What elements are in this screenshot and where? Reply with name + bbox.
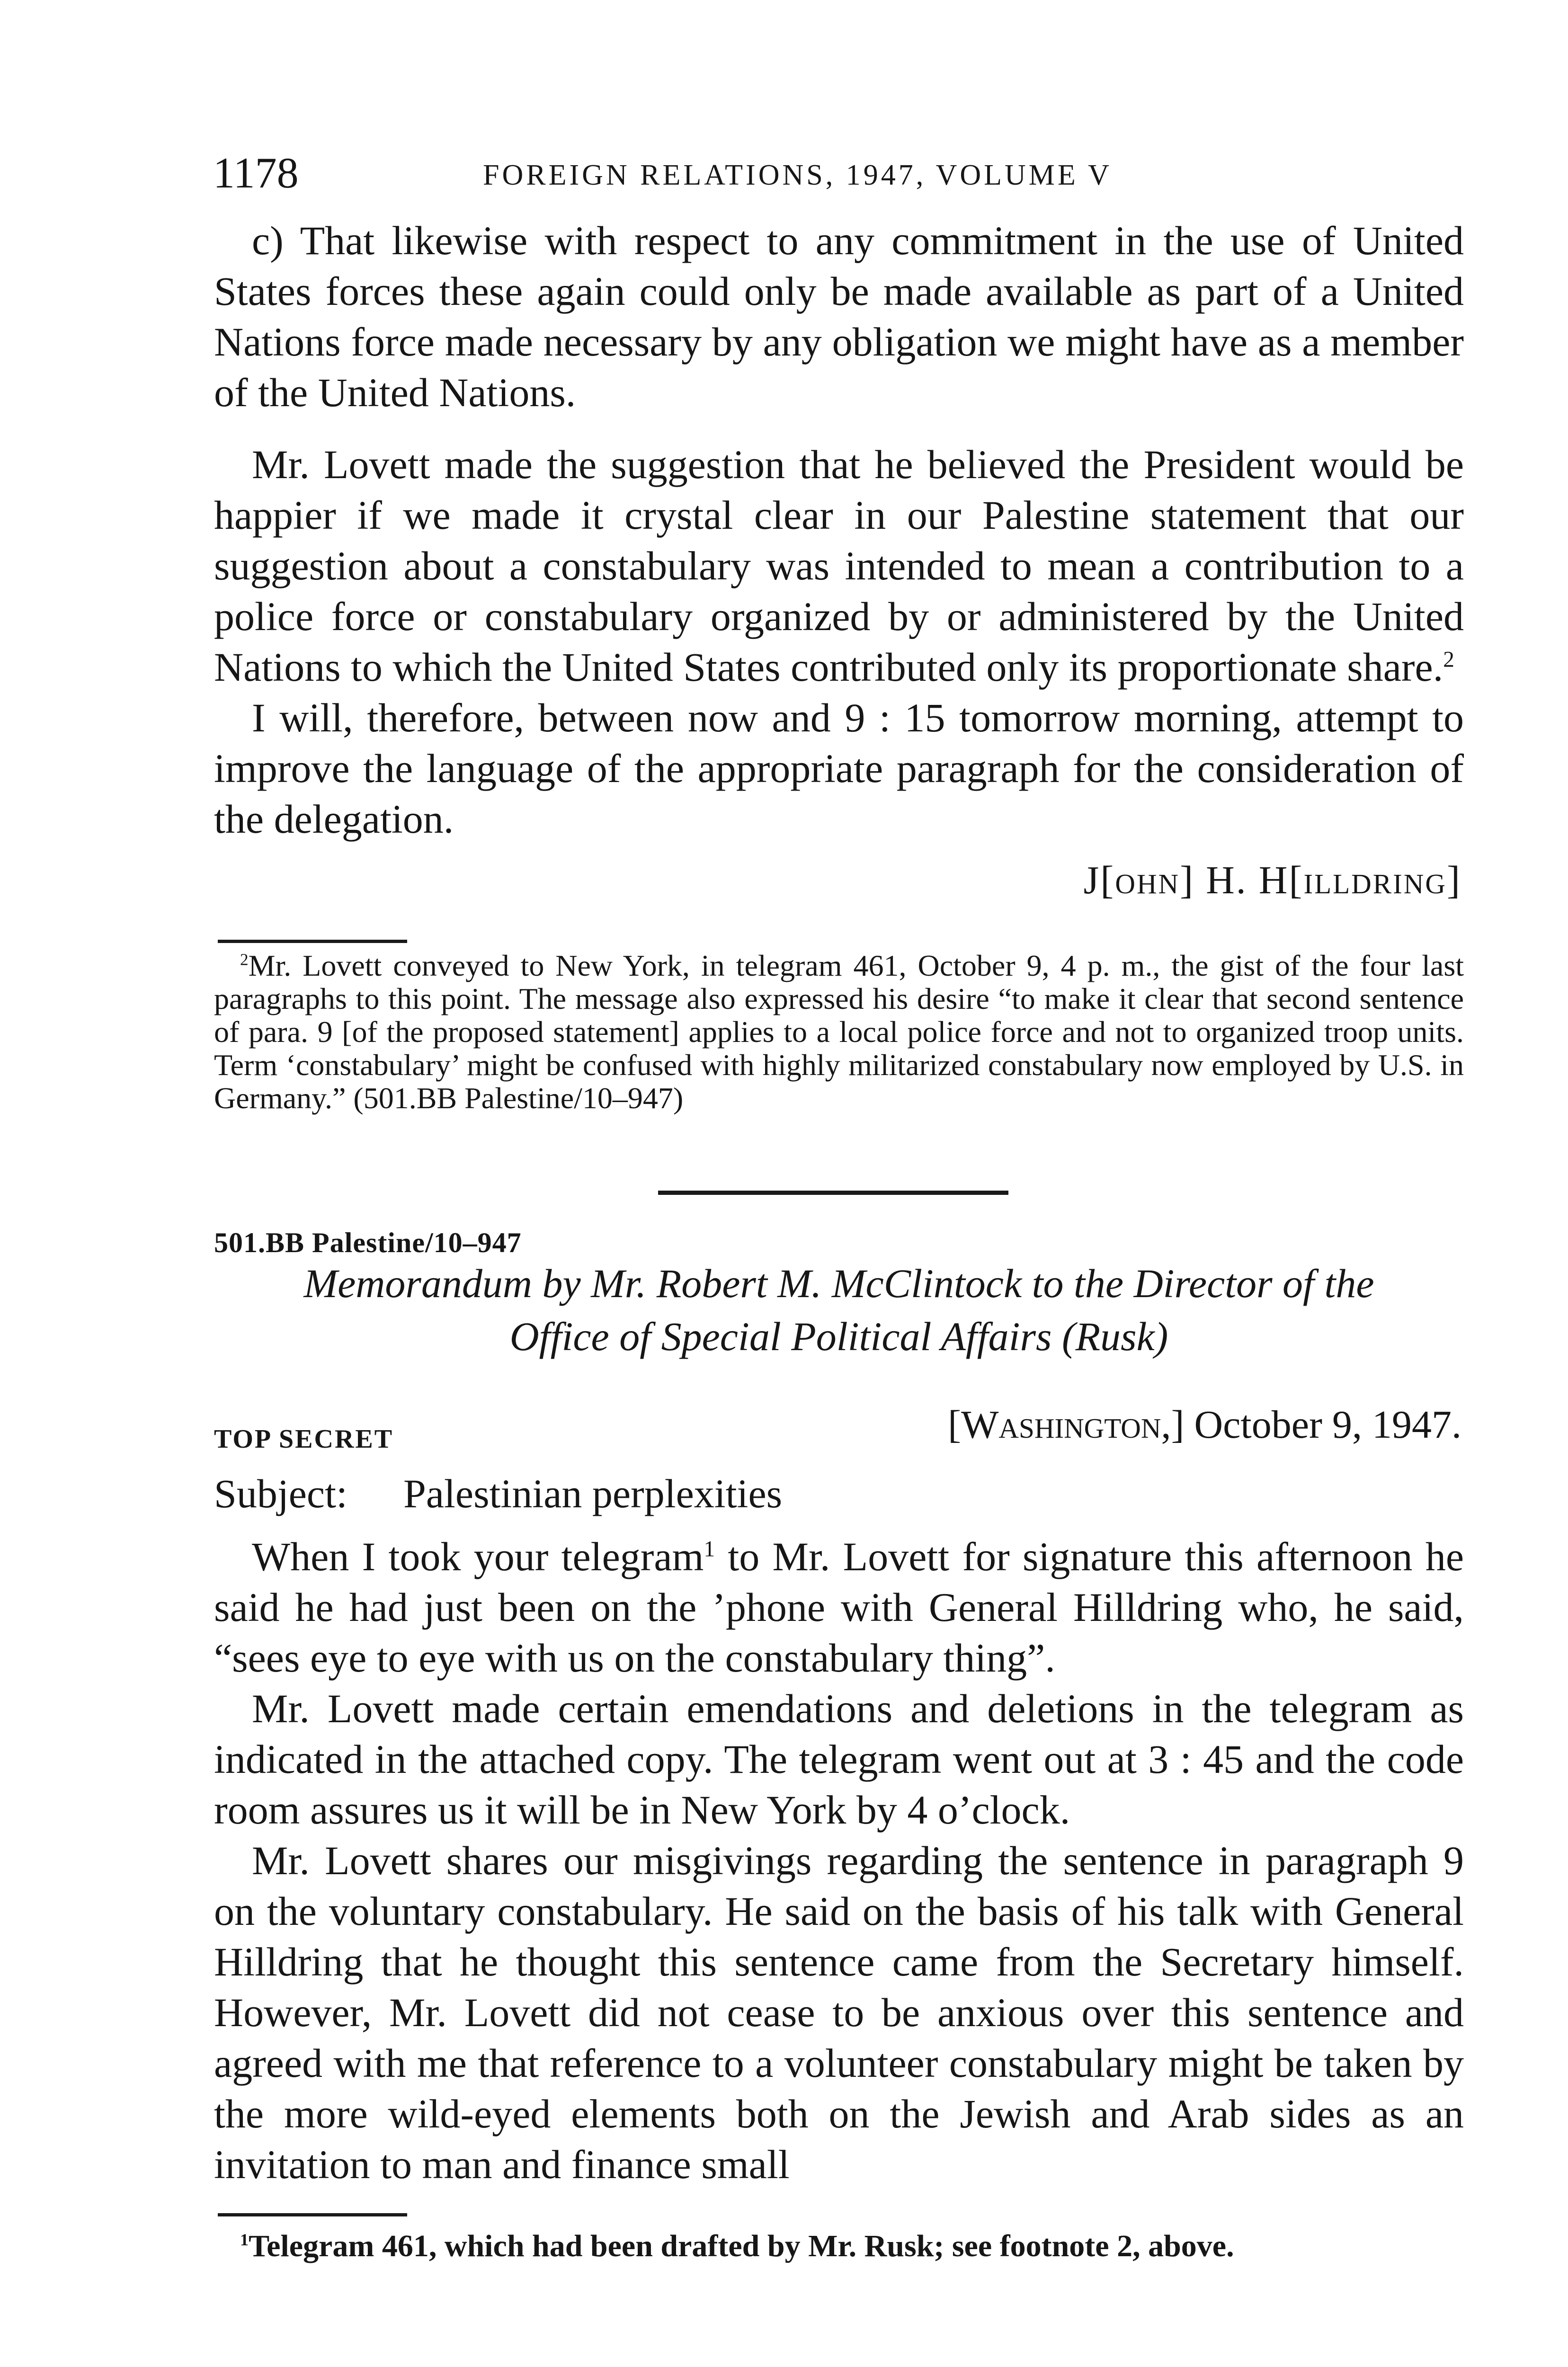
subject-line <box>214 1468 782 1520</box>
dateline-date: ,] October 9, 1947. <box>1161 1403 1461 1447</box>
signature-ohn: ohn <box>1115 858 1180 902</box>
memo-paragraph-3: Mr. Lovett shares our misgivings regarding the sentence in paragraph 9 on the voluntary constabulary. He said on the basis of his talk with General Hilldring that he thought this sentence came from the Secretary himself. However, Mr. Lovett did not cease to be anxious over this sentence and agreed with me that reference to a volunteer constabulary might be taken by the more wild-eyed elements both on the Jewish and Arab sides as an invitation to man and finance small <box>214 1838 1464 2187</box>
dateline <box>948 1399 1461 1451</box>
signature-h: ] H. H[ <box>1180 858 1304 902</box>
memo-body <box>214 1531 1464 2190</box>
footnote-divider-bottom <box>218 2213 407 2216</box>
subject-label: Subject: <box>214 1471 347 1516</box>
footnote-1-marker: 1 <box>240 2230 249 2249</box>
subject-text: Palestinian perplexities <box>403 1471 783 1516</box>
page-number: 1178 <box>213 149 299 197</box>
signature <box>1084 857 1461 904</box>
signature-illdring: illdring <box>1303 858 1447 902</box>
memo-paragraph-1-start: When I took your telegram <box>252 1534 704 1579</box>
footnote-ref-2: 2 <box>1443 647 1454 672</box>
dateline-open: [ <box>948 1403 962 1447</box>
paragraph-lovett-text: Mr. Lovett made the suggestion that he believed the President would be happier if we made it crystal clear in our Palestine statement that our suggestion about a constabulary was intended to mean a contribution to a police force or constabulary organized by or administered by the United Nations to which the United States contributed only its proportionate share. <box>214 442 1464 690</box>
file-reference: 501.BB Palestine/10–947 <box>214 1227 522 1258</box>
paragraph-improve-language: I will, therefore, between now and 9 : 15 tomorrow morning, attempt to improve the language of the appropriate paragraph for the consideration of the delegation. <box>214 695 1464 842</box>
document-title-line-2: Office of Special Political Affairs (Rusk) <box>509 1314 1168 1359</box>
dateline-place: Washington <box>961 1403 1161 1447</box>
classification-label: TOP SECRET <box>214 1424 394 1454</box>
document-title-line-1: Memorandum by Mr. Robert M. McClintock to the Director of the <box>303 1261 1374 1306</box>
footnote-ref-1: 1 <box>704 1537 715 1562</box>
paragraph-c: c) That likewise with respect to any commitment in the use of United States forces these again could only be made available as part of a United Nations force made necessary by any obligation we might have as a member of the United Nations. <box>214 218 1464 415</box>
footnote-divider-top <box>218 940 407 943</box>
signature-close: ] <box>1447 858 1461 902</box>
signature-j: J[ <box>1083 858 1115 902</box>
memo-paragraph-2: Mr. Lovett made certain emendations and deletions in the telegram as indicated in the attached copy. The telegram went out at 3 : 45 and the code room assures us it will be in New York by 4 o’clock. <box>214 1686 1464 1833</box>
memo-paragraph-1-rest: to Mr. Lovett for signature this afternoon he said he had just been on the ’phone with General Hilldring who, he said, “sees eye to eye with us on the constabulary thing”. <box>214 1534 1464 1681</box>
running-head <box>213 147 1463 199</box>
running-title: FOREIGN RELATIONS, 1947, VOLUME V <box>483 159 1112 191</box>
footnote-2-marker: 2 <box>240 950 249 969</box>
paragraph-lovett-suggestion <box>214 439 1464 693</box>
document-title <box>214 1257 1464 1363</box>
footnote-1-text: Telegram 461, which had been drafted by Mr. Rusk; see footnote 2, above. <box>249 2229 1234 2263</box>
section-divider <box>658 1191 1008 1195</box>
top-section <box>214 215 1464 845</box>
memo-paragraph-1 <box>214 1531 1464 1683</box>
footnote-1 <box>214 2225 1464 2268</box>
footnote-2-text: Mr. Lovett conveyed to New York, in telegram 461, October 9, 4 p. m., the gist of the four last paragraphs to this point. The message also expressed his desire “to make it clear that second sentence of para. 9 [of the proposed statement] applies to a local police force and not to organized troop units. Term ‘constabulary’ might be confused with highly militarized constabulary now employed by U.S. in Germany.” (501.BB Palestine/10–947) <box>214 949 1464 1115</box>
footnote-2 <box>214 949 1464 1115</box>
